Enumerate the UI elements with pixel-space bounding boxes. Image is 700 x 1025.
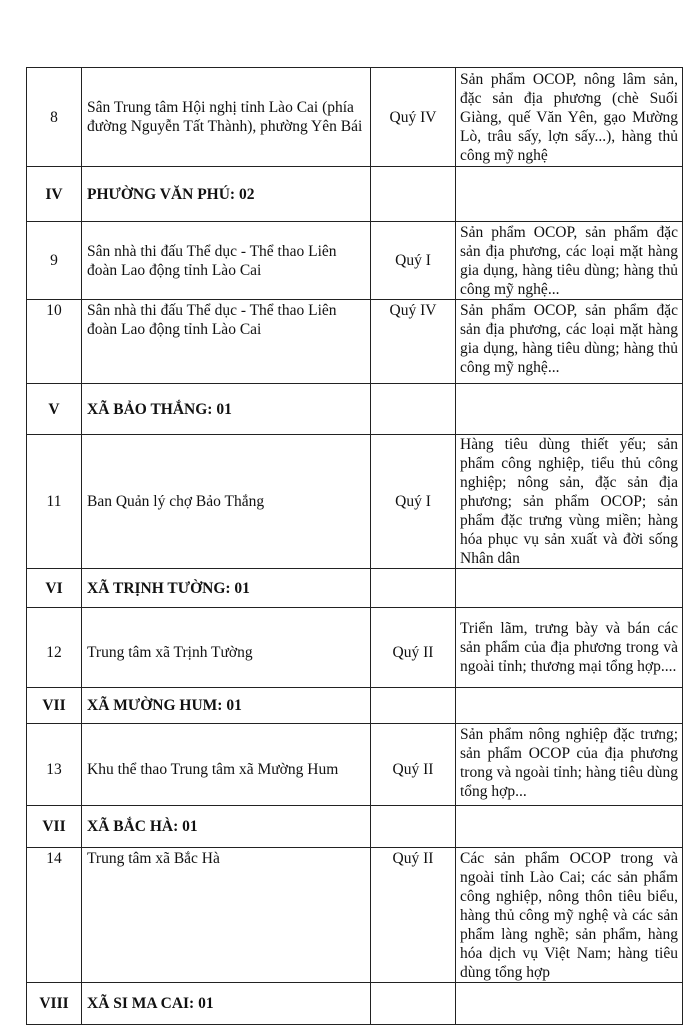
section-number: VII — [27, 806, 82, 848]
row-products: Sản phẩm OCOP, sản phẩm đặc sản địa phương, các loại mặt hàng gia dụng, hàng tiêu dùng; hàng thủ công mỹ nghệ... — [456, 300, 683, 384]
section-number: IV — [27, 167, 82, 222]
row-time: Quý IV — [371, 300, 456, 384]
section-title: XÃ BẮC HÀ: 01 — [82, 806, 371, 848]
section-number: VII — [27, 688, 82, 724]
row-location: Ban Quản lý chợ Bảo Thắng — [82, 435, 371, 569]
table-row — [27, 435, 683, 569]
row-number: 12 — [27, 608, 82, 688]
row-location: Sân nhà thi đấu Thể dục - Thể thao Liên đoàn Lao động tỉnh Lào Cai — [82, 300, 371, 384]
section-row — [27, 384, 683, 435]
section-number: VI — [27, 569, 82, 608]
row-number: 13 — [27, 724, 82, 806]
row-number: 9 — [27, 222, 82, 300]
row-products: Sản phẩm nông nghiệp đặc trưng; sản phẩm OCOP của địa phương trong và ngoài tỉnh; hàng tiêu dùng tổng hợp... — [456, 724, 683, 806]
section-number: V — [27, 384, 82, 435]
row-number: 8 — [27, 68, 82, 167]
row-time: Quý II — [371, 724, 456, 806]
section-row — [27, 806, 683, 848]
row-time: Quý II — [371, 608, 456, 688]
empty-cell — [371, 983, 456, 1025]
empty-cell — [371, 167, 456, 222]
row-time: Quý I — [371, 222, 456, 300]
row-location: Trung tâm xã Bắc Hà — [82, 848, 371, 983]
section-number: VIII — [27, 983, 82, 1025]
empty-cell — [456, 688, 683, 724]
empty-cell — [371, 569, 456, 608]
row-products: Sản phẩm OCOP, nông lâm sản, đặc sản địa phương (chè Suối Giàng, quế Văn Yên, gạo Mường Lò, trâu sấy, lợn sấy...), hàng thủ công mỹ nghệ — [456, 68, 683, 167]
section-title: PHƯỜNG VĂN PHÚ: 02 — [82, 167, 371, 222]
empty-cell — [371, 806, 456, 848]
empty-cell — [456, 167, 683, 222]
empty-cell — [371, 384, 456, 435]
row-number: 10 — [27, 300, 82, 384]
section-row — [27, 569, 683, 608]
row-products: Hàng tiêu dùng thiết yếu; sản phẩm công nghiệp, tiểu thủ công nghiệp; nông sản, đặc sản địa phương; sản phẩm OCOP; sản phẩm đặc trưng vùng miền; hàng hóa phục vụ sản xuất và đời sống Nhân dân — [456, 435, 683, 569]
table-row — [27, 68, 683, 167]
row-number: 14 — [27, 848, 82, 983]
section-title: XÃ TRỊNH TƯỜNG: 01 — [82, 569, 371, 608]
row-time: Quý I — [371, 435, 456, 569]
section-title: XÃ MƯỜNG HUM: 01 — [82, 688, 371, 724]
table-row — [27, 608, 683, 688]
empty-cell — [371, 688, 456, 724]
table-row — [27, 300, 683, 384]
section-row — [27, 688, 683, 724]
table-row — [27, 222, 683, 300]
empty-cell — [456, 806, 683, 848]
row-products: Các sản phẩm OCOP trong và ngoài tỉnh Lào Cai; các sản phẩm công nghiệp, nông thôn tiêu biểu, hàng thủ công mỹ nghệ và các sản phẩm làng nghề; sản phẩm, hàng hóa dịch vụ Việt Nam; hàng tiêu dùng tổng hợp — [456, 848, 683, 983]
row-products: Triển lãm, trưng bày và bán các sản phẩm của địa phương trong và ngoài tỉnh; thương mại tổng hợp.... — [456, 608, 683, 688]
row-products: Sản phẩm OCOP, sản phẩm đặc sản địa phương, các loại mặt hàng gia dụng, hàng tiêu dùng; hàng thủ công mỹ nghệ... — [456, 222, 683, 300]
row-location: Sân Trung tâm Hội nghị tỉnh Lào Cai (phía đường Nguyễn Tất Thành), phường Yên Bái — [82, 68, 371, 167]
row-location: Sân nhà thi đấu Thể dục - Thể thao Liên đoàn Lao động tỉnh Lào Cai — [82, 222, 371, 300]
section-title: XÃ BẢO THẮNG: 01 — [82, 384, 371, 435]
row-number: 11 — [27, 435, 82, 569]
row-time: Quý IV — [371, 68, 456, 167]
row-location: Trung tâm xã Trịnh Tường — [82, 608, 371, 688]
fair-schedule-table — [26, 67, 683, 1025]
row-location: Khu thể thao Trung tâm xã Mường Hum — [82, 724, 371, 806]
row-time: Quý II — [371, 848, 456, 983]
section-title: XÃ SI MA CAI: 01 — [82, 983, 371, 1025]
section-row — [27, 983, 683, 1025]
empty-cell — [456, 384, 683, 435]
section-row — [27, 167, 683, 222]
table-row — [27, 724, 683, 806]
table-row — [27, 848, 683, 983]
empty-cell — [456, 983, 683, 1025]
empty-cell — [456, 569, 683, 608]
